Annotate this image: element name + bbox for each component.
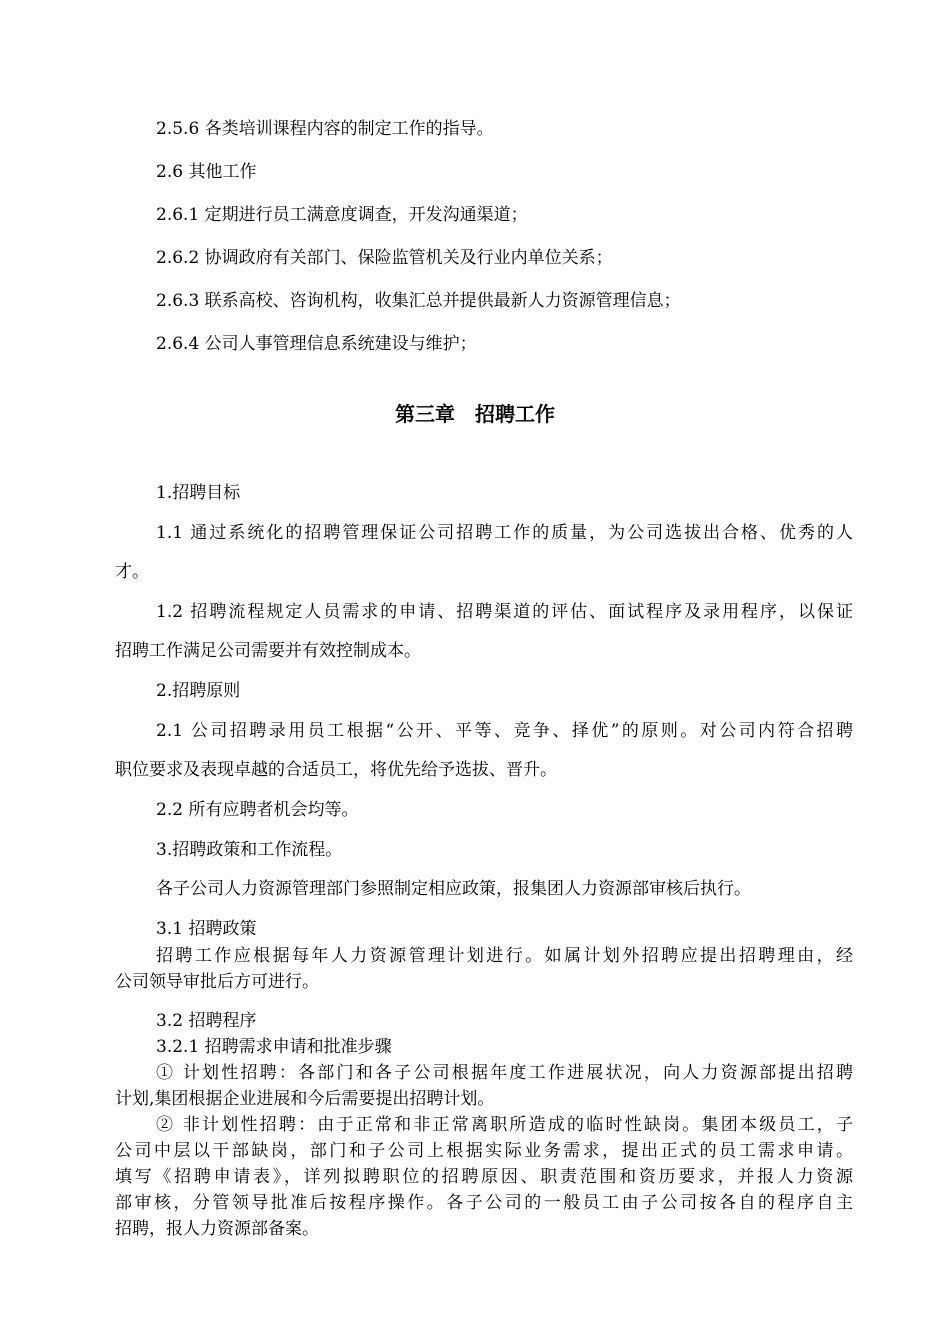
clause-2-6-3: 2.6.3 联系高校、咨询机构，收集汇总并提供最新人力资源管理信息； [156,291,681,311]
list-item-2-line-2: 公司中层以干部缺岗，部门和子公司上根据实际业务需求，提出正式的员工需求申请。 [115,1141,853,1161]
list-item-2-line-1: ② 非计划性招聘：由于正常和非正常离职所造成的临时性缺岗。集团本级员工，子 [156,1115,853,1135]
clause-2-6-2: 2.6.2 协调政府有关部门、保险监管机关及行业内单位关系； [156,248,613,268]
clause-2-6-4: 2.6.4 公司人事管理信息系统建设与维护； [156,334,477,354]
section-3-heading: 3.招聘政策和工作流程。 [156,840,343,860]
section-1-heading: 1.招聘目标 [156,483,241,503]
paragraph-3-intro: 各子公司人力资源管理部门参照制定相应政策，报集团人力资源部审核后执行。 [156,879,751,899]
clause-2-6-heading: 2.6 其他工作 [156,162,257,182]
paragraph-1-1-line-1: 1.1 通过系统化的招聘管理保证公司招聘工作的质量，为公司选拔出合格、优秀的人 [156,523,853,543]
chapter-title: 第三章 招聘工作 [395,402,555,426]
paragraph-2-2: 2.2 所有应聘者机会均等。 [156,800,359,820]
list-item-2-line-4: 部审核，分管领导批准后按程序操作。各子公司的一般员工由子公司按各自的程序自主 [115,1193,853,1213]
list-item-1-line-2: 计划,集团根据企业进展和今后需要提出招聘计划。 [115,1089,495,1109]
paragraph-3-1-heading: 3.1 招聘政策 [156,919,257,939]
list-item-2-line-3: 填写《招聘申请表》，详列拟聘职位的招聘原因、职责范围和资历要求，并报人力资源 [115,1167,853,1187]
paragraph-1-2-line-2: 招聘工作满足公司需要并有效控制成本。 [115,641,421,661]
paragraph-3-2-1-heading: 3.2.1 招聘需求申请和批准步骤 [156,1037,392,1057]
paragraph-1-2-line-1: 1.2 招聘流程规定人员需求的申请、招聘渠道的评估、面试程序及录用程序，以保证 [156,602,853,622]
paragraph-2-1-line-1: 2.1 公司招聘录用员工根据“公开、平等、竞争、择优”的原则。对公司内符合招聘 [156,721,853,741]
list-item-2-line-5: 招聘，报人力资源部备案。 [115,1219,319,1239]
paragraph-3-1-line-2: 公司领导审批后方可进行。 [115,972,319,992]
clause-2-6-1: 2.6.1 定期进行员工满意度调查，开发沟通渠道； [156,205,528,225]
paragraph-3-1-line-1: 招聘工作应根据每年人力资源管理计划进行。如属计划外招聘应提出招聘理由，经 [156,946,853,966]
paragraph-2-1-line-2: 职位要求及表现卓越的合适员工，将优先给予选拔、晋升。 [115,760,557,780]
paragraph-3-2-heading: 3.2 招聘程序 [156,1011,257,1031]
list-item-1-line-1: ① 计划性招聘：各部门和各子公司根据年度工作进展状况，向人力资源部提出招聘 [156,1063,853,1083]
section-2-heading: 2.招聘原则 [156,681,241,701]
clause-2-5-6: 2.5.6 各类培训课程内容的制定工作的指导。 [156,119,494,139]
paragraph-1-1-line-2: 才。 [115,562,149,582]
